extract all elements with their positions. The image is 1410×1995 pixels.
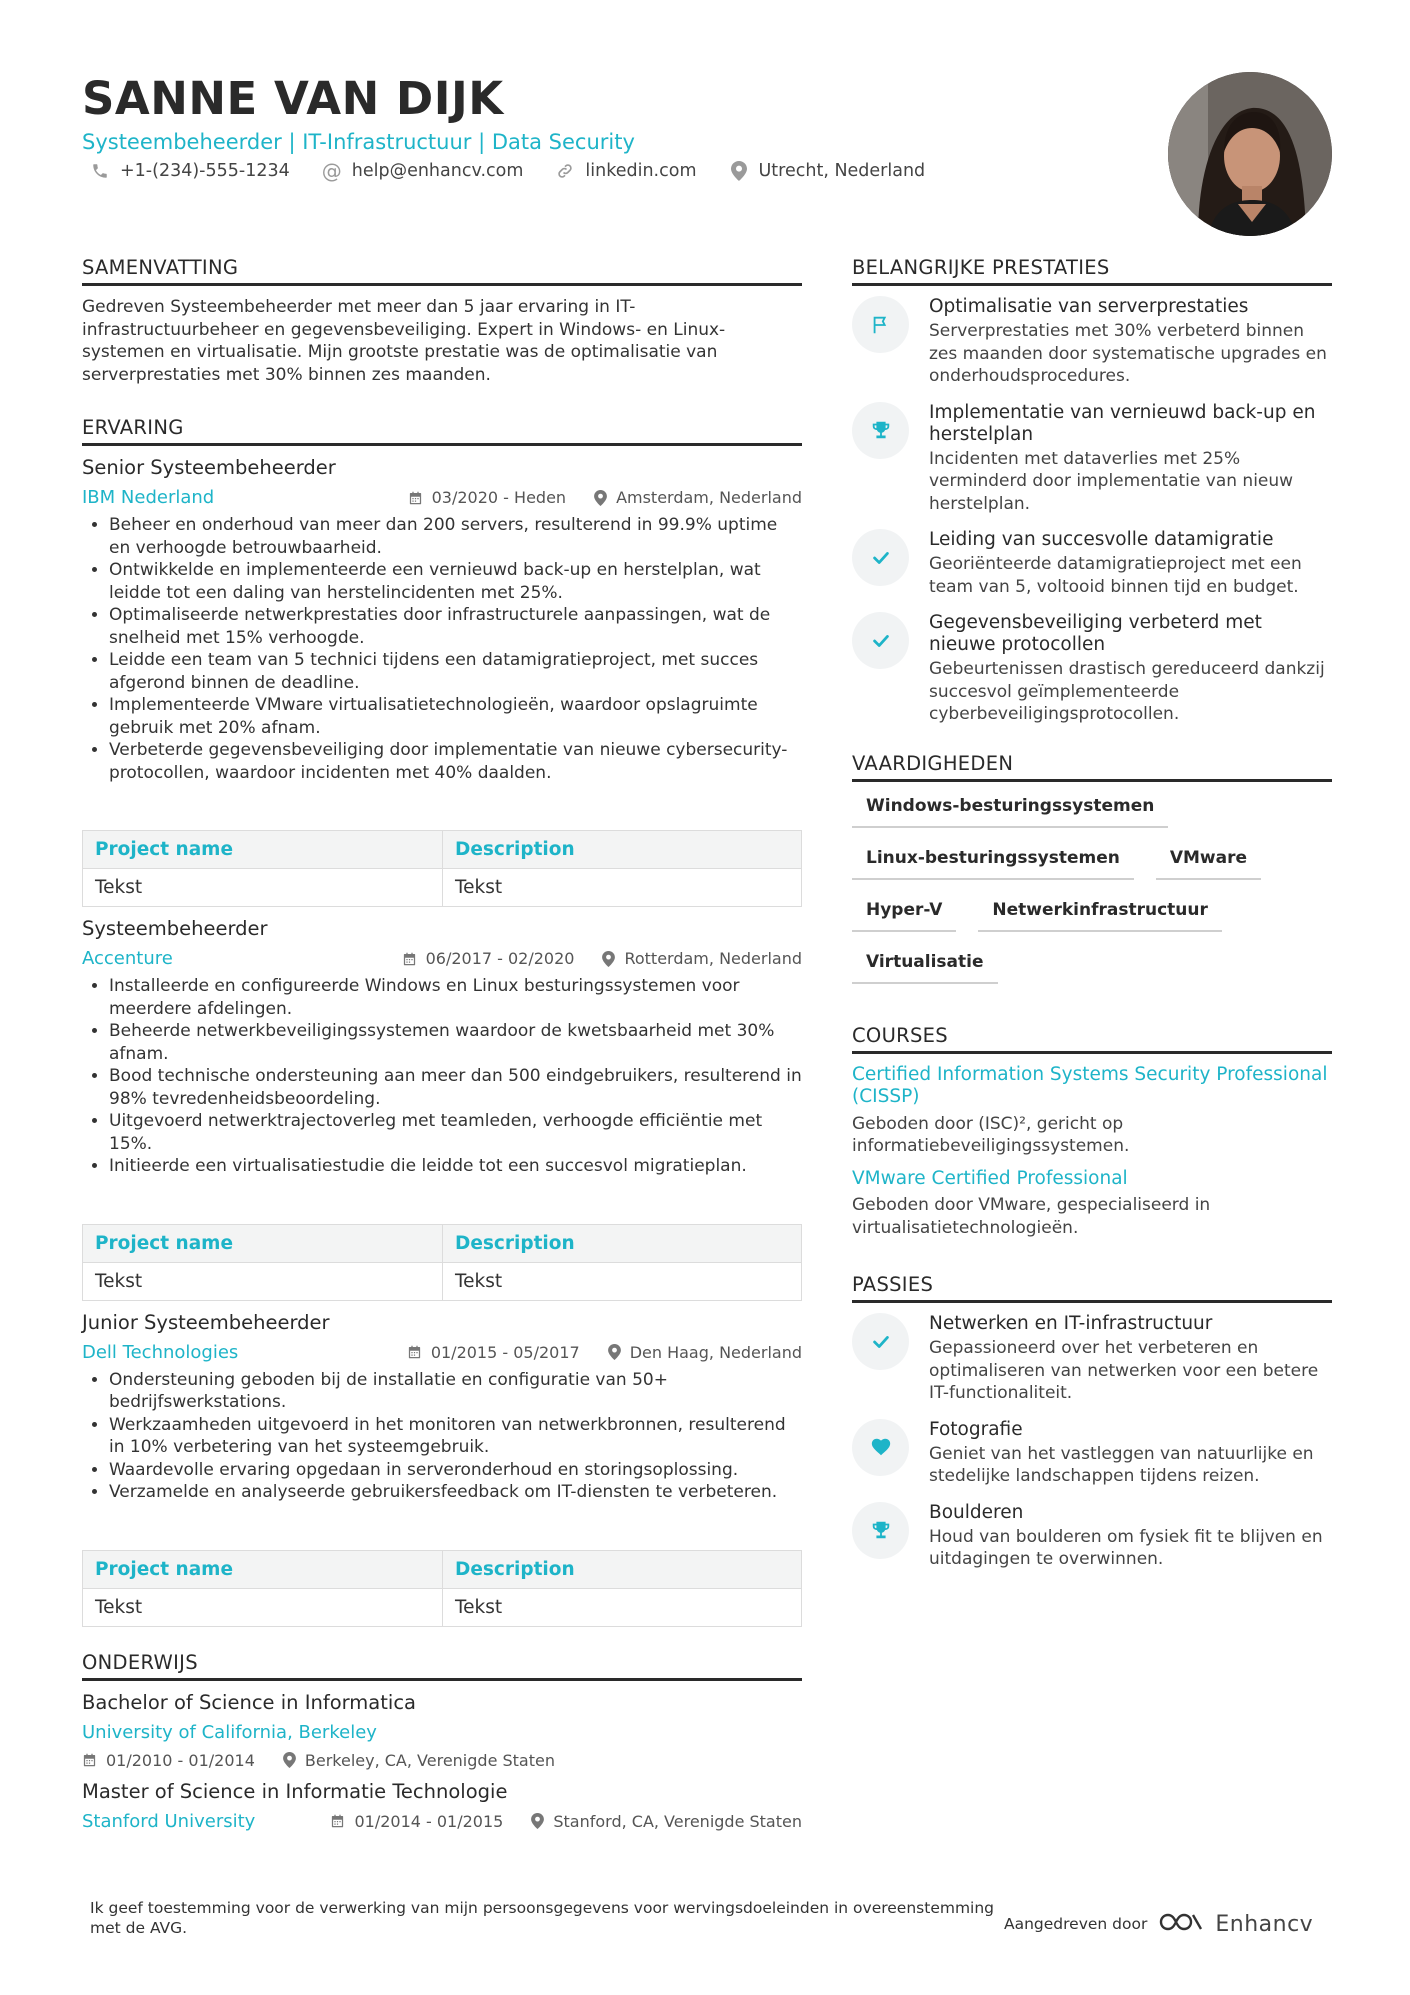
section-title-education: ONDERWIJS xyxy=(82,1651,802,1681)
powered-by xyxy=(1004,1910,1313,1938)
company-name: Dell Technologies xyxy=(82,1341,239,1363)
project-name-header: Project name xyxy=(83,1550,443,1588)
job-location-text: Amsterdam, Nederland xyxy=(616,488,802,507)
job-bullets xyxy=(82,514,802,784)
contact-phone xyxy=(90,161,290,181)
check-icon xyxy=(852,529,909,586)
passion-item xyxy=(852,1313,1332,1405)
skills-section xyxy=(852,752,1332,984)
location-icon xyxy=(283,1752,296,1768)
bullet: • Uitgevoerd netwerktrajectoverleg met teamleden, verhoogde efficiëntie met 15%. xyxy=(109,1110,802,1155)
bullet: • Initieerde een virtualisatiestudie die leidde tot een succesvol migratieplan. xyxy=(109,1155,802,1178)
table-cell: Tekst xyxy=(83,1262,443,1300)
section-title-summary: SAMENVATTING xyxy=(82,256,802,286)
table-header-row xyxy=(83,831,802,869)
summary-section xyxy=(82,256,802,386)
check-icon xyxy=(852,1313,909,1370)
phone-icon xyxy=(90,161,110,181)
passion-body xyxy=(929,1313,1332,1405)
course-item xyxy=(852,1064,1332,1158)
trophy-icon xyxy=(852,1502,909,1559)
location-icon xyxy=(594,490,607,506)
achievement-desc: Gebeurtenissen drastisch gereduceerd dankzij succesvol geïmplementeerde cyberbeveiligingsprotocollen. xyxy=(929,659,1325,724)
job-dates-text: 06/2017 - 02/2020 xyxy=(425,949,575,968)
job-dates-text: 03/2020 - Heden xyxy=(431,488,567,507)
table-cell: Tekst xyxy=(83,869,443,907)
description-header: Description xyxy=(443,831,802,869)
bullet: • Werkzaamheden uitgevoerd in het monitoren van netwerkbronnen, resulterend in 10% verbetering van het systeemgebruik. xyxy=(109,1414,802,1459)
passion-title: Netwerken en IT-infrastructuur xyxy=(929,1313,1213,1334)
contact-bar xyxy=(90,161,925,181)
passion-item xyxy=(852,1419,1332,1488)
achievement-body xyxy=(929,296,1332,388)
job-meta xyxy=(82,948,802,969)
table-cell: Tekst xyxy=(443,869,802,907)
education-section xyxy=(82,1651,802,1832)
achievement-body xyxy=(929,529,1332,598)
consent-text: Ik geef toestemming voor de verwerking van mijn persoonsgegevens voor wervingsdoeleinden in overeenstemming met de AVG. xyxy=(90,1899,995,1937)
job-location xyxy=(608,1343,802,1362)
job-dates xyxy=(402,949,575,968)
heart-icon xyxy=(852,1419,909,1476)
linkedin-text[interactable]: linkedin.com xyxy=(585,161,697,181)
course-desc: Geboden door VMware, gespecialiseerd in virtualisatietechnologieën. xyxy=(852,1195,1211,1238)
phone-text[interactable]: +1-(234)-555-1234 xyxy=(120,161,290,181)
bullet: • Waardevolle ervaring opgedaan in serveronderhoud en storingsoplossing. xyxy=(109,1459,802,1482)
section-title-achievements: BELANGRIJKE PRESTATIES xyxy=(852,256,1332,286)
bullet: • Installeerde en configureerde Windows en Linux besturingssystemen voor meerdere afdelingen. xyxy=(109,975,802,1020)
project-table xyxy=(82,1550,802,1627)
job-meta-right xyxy=(407,1343,802,1362)
project-table xyxy=(82,1224,802,1301)
calendar-icon xyxy=(402,951,417,967)
job-meta-right xyxy=(408,488,802,507)
contact-linkedin xyxy=(555,161,696,181)
powered-by-label: Aangedreven door xyxy=(1004,1915,1148,1933)
passion-desc: Geniet van het vastleggen van natuurlijke en stedelijke landschappen tijdens reizen. xyxy=(929,1443,1314,1486)
section-title-skills: VAARDIGHEDEN xyxy=(852,752,1332,782)
table-row xyxy=(83,869,802,907)
education-dates-text: 01/2014 - 01/2015 xyxy=(354,1811,504,1831)
education-location xyxy=(531,1812,802,1831)
achievement-desc: Serverprestaties met 30% verbeterd binnen zes maanden door systematische upgrades en onderhoudsprocedures. xyxy=(929,321,1327,386)
bullet: • Ondersteuning geboden bij de installatie en configuratie van 50+ bedrijfswerkstations. xyxy=(109,1369,802,1414)
achievement-desc: Georiënteerde datamigratieproject met een team van 5, voltooid binnen tijd en budget. xyxy=(929,554,1302,597)
company-name: IBM Nederland xyxy=(82,487,215,508)
school: University of California, Berkeley xyxy=(82,1721,377,1743)
bullet: • Optimaliseerde netwerkprestaties door infrastructurele aanpassingen, wat de snelheid met 15% verhoogde. xyxy=(109,604,802,649)
at-icon: @ xyxy=(321,159,342,183)
school: Stanford University xyxy=(82,1810,256,1832)
achievement-title: Gegevensbeveiliging verbeterd met nieuwe protocollen xyxy=(929,612,1262,655)
contact-location xyxy=(729,161,926,181)
job-meta-right xyxy=(402,949,802,968)
section-title-passions: PASSIES xyxy=(852,1273,1332,1303)
passion-title: Fotografie xyxy=(929,1418,1023,1440)
link-icon xyxy=(555,161,575,181)
passions-section xyxy=(852,1273,1332,1571)
achievement-item xyxy=(852,296,1332,388)
bullet: • Bood technische ondersteuning aan meer dan 500 eindgebruikers, resulterend in 98% tevredenheidsbeoordeling. xyxy=(109,1065,802,1110)
description-header: Description xyxy=(443,1224,802,1262)
skill-tag: Netwerkinfrastructuur xyxy=(978,900,1222,932)
passion-desc: Houd van boulderen om fysiek fit te blijven en uitdagingen te overwinnen. xyxy=(929,1526,1323,1569)
passion-body xyxy=(929,1419,1332,1488)
education-meta-right xyxy=(330,1812,802,1831)
job-dates xyxy=(408,488,566,507)
education-dates-text: 01/2010 - 01/2014 xyxy=(106,1750,255,1770)
education-meta xyxy=(82,1811,802,1832)
job-title: Junior Systeembeheerder xyxy=(82,1310,330,1334)
project-table xyxy=(82,830,802,907)
section-title-courses: COURSES xyxy=(852,1024,1332,1054)
achievement-item xyxy=(852,402,1332,516)
skill-tag: Windows-besturingssystemen xyxy=(852,796,1168,828)
skill-tag: Virtualisatie xyxy=(852,952,998,984)
table-row xyxy=(83,1588,802,1626)
profile-photo xyxy=(1168,72,1332,236)
passion-desc: Gepassioneerd over het verbeteren en optimaliseren van netwerken voor een betere IT-functionaliteit. xyxy=(929,1338,1319,1403)
education-location xyxy=(283,1751,555,1770)
degree: Master of Science in Informatie Technologie xyxy=(82,1779,508,1803)
headline: Systeembeheerder | IT-Infrastructuur | Data Security xyxy=(82,130,635,154)
contact-email xyxy=(322,161,524,181)
passion-item xyxy=(852,1502,1332,1571)
job-location xyxy=(594,488,802,507)
job-location-text: Rotterdam, Nederland xyxy=(624,949,802,968)
job-entry xyxy=(82,456,802,907)
project-name-header: Project name xyxy=(83,831,443,869)
table-row xyxy=(83,1262,802,1300)
location-icon xyxy=(729,161,749,181)
skill-tag: Linux-besturingssystemen xyxy=(852,848,1134,880)
calendar-icon xyxy=(407,1344,422,1360)
section-title-experience: ERVARING xyxy=(82,416,802,446)
achievement-item xyxy=(852,529,1332,598)
achievements-section xyxy=(852,256,1332,726)
education-location-text: Berkeley, CA, Verenigde Staten xyxy=(304,1750,555,1770)
achievement-item xyxy=(852,612,1332,726)
job-location xyxy=(602,949,802,968)
company-name: Accenture xyxy=(82,948,173,969)
bullet: • Leidde een team van 5 technici tijdens een datamigratieproject, met succes afgerond binnen de deadline. xyxy=(109,649,802,694)
enhancv-brand[interactable]: Enhancv xyxy=(1215,1911,1314,1937)
experience-section xyxy=(82,416,802,1627)
job-meta xyxy=(82,487,802,508)
achievement-body xyxy=(929,612,1332,726)
project-name-header: Project name xyxy=(83,1224,443,1262)
bullet: • Beheer en onderhoud van meer dan 200 servers, resulterend in 99.9% uptime en verhoogde betrouwbaarheid. xyxy=(109,514,802,559)
job-bullets xyxy=(82,1369,802,1504)
bullet: • Verzamelde en analyseerde gebruikersfeedback om IT-diensten te verbeteren. xyxy=(109,1481,802,1504)
skill-tag: Hyper-V xyxy=(852,900,956,932)
education-entry xyxy=(82,1780,802,1832)
table-cell: Tekst xyxy=(443,1262,802,1300)
description-header: Description xyxy=(443,1550,802,1588)
table-cell: Tekst xyxy=(83,1588,443,1626)
achievement-title: Optimalisatie van serverprestaties xyxy=(929,296,1249,317)
job-entry xyxy=(82,917,802,1301)
achievement-title: Leiding van succesvolle datamigratie xyxy=(929,529,1274,550)
job-title: Systeembeheerder xyxy=(82,917,268,940)
table-header-row xyxy=(83,1550,802,1588)
passion-body xyxy=(929,1502,1332,1571)
achievement-desc: Incidenten met dataverlies met 25% verminderd door implementatie van nieuw herstelplan. xyxy=(929,448,1294,514)
job-meta xyxy=(82,1342,802,1363)
left-column xyxy=(82,256,802,1862)
bullet: • Implementeerde VMware virtualisatietechnologieën, waardoor opslagruimte gebruik met 20% afnam. xyxy=(109,694,802,739)
job-dates xyxy=(407,1343,580,1362)
summary-text: Gedreven Systeembeheerder met meer dan 5 jaar ervaring in IT-infrastructuurbeheer en gegevensbeveiliging. Expert in Windows- en Linux-systemen en virtualisatie. Mijn grootste prestatie was de optimalisatie van serverprestaties met 30% binnen zes maanden. xyxy=(82,297,726,385)
course-desc: Geboden door (ISC)², gericht op informatiebeveiligingssystemen. xyxy=(852,1113,1130,1156)
trophy-icon xyxy=(852,402,909,459)
job-bullets xyxy=(82,975,802,1178)
email-text[interactable]: help@enhancv.com xyxy=(351,161,524,181)
job-title: Senior Systeembeheerder xyxy=(82,456,336,479)
education-dates xyxy=(82,1751,255,1770)
bullet: • Verbeterde gegevensbeveiliging door implementatie van nieuwe cybersecurity-protocollen, waardoor incidenten met 40% daalden. xyxy=(109,739,802,784)
calendar-icon xyxy=(330,1813,345,1829)
education-location-text: Stanford, CA, Verenigde Staten xyxy=(553,1811,802,1831)
enhancv-logo-icon xyxy=(1157,1910,1205,1938)
calendar-icon xyxy=(408,490,423,506)
education-dates xyxy=(330,1812,503,1831)
job-location-text: Den Haag, Nederland xyxy=(629,1342,802,1362)
candidate-name: SANNE VAN DIJK xyxy=(82,72,504,125)
courses-section xyxy=(852,1024,1332,1240)
table-header-row xyxy=(83,1224,802,1262)
course-title: Certified Information Systems Security Professional (CISSP) xyxy=(852,1063,1328,1107)
flag-icon xyxy=(852,296,909,353)
right-column xyxy=(852,256,1332,1601)
check-icon xyxy=(852,612,909,669)
location-icon xyxy=(608,1344,621,1360)
calendar-icon xyxy=(82,1752,97,1768)
skills-list xyxy=(852,796,1332,984)
job-entry xyxy=(82,1311,802,1627)
achievement-title: Implementatie van vernieuwd back-up en herstelplan xyxy=(929,401,1316,445)
job-dates-text: 01/2015 - 05/2017 xyxy=(430,1342,580,1362)
education-meta xyxy=(82,1751,802,1770)
education-entry xyxy=(82,1691,802,1770)
location-icon xyxy=(531,1813,544,1829)
bullet: • Beheerde netwerkbeveiligingssystemen waardoor de kwetsbaarheid met 30% afnam. xyxy=(109,1020,802,1065)
bullet: • Ontwikkelde en implementeerde een vernieuwd back-up en herstelplan, wat leidde tot een daling van herstelincidenten met 25%. xyxy=(109,559,802,604)
achievement-body xyxy=(929,402,1332,516)
skill-tag: VMware xyxy=(1156,848,1261,880)
course-title: VMware Certified Professional xyxy=(852,1167,1128,1189)
table-cell: Tekst xyxy=(443,1588,802,1626)
location-icon xyxy=(602,951,615,967)
degree: Bachelor of Science in Informatica xyxy=(82,1690,416,1714)
location-text: Utrecht, Nederland xyxy=(758,161,926,181)
passion-title: Boulderen xyxy=(929,1501,1024,1523)
course-item xyxy=(852,1168,1332,1240)
